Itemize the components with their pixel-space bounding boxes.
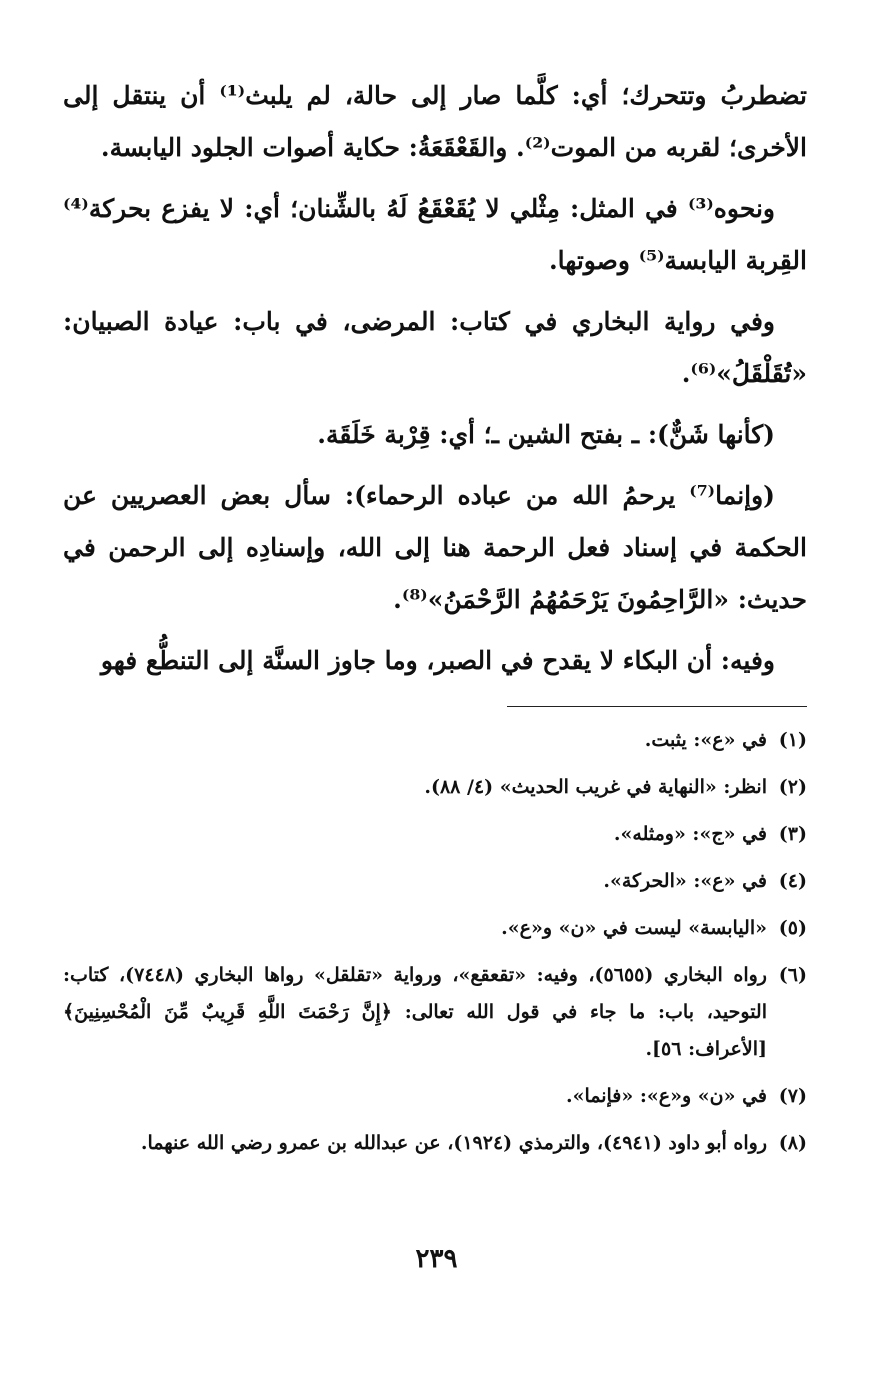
- paragraph: تضطربُ وتتحرك؛ أي: كلَّما صار إلى حالة، لم يلبث⁽¹⁾ أن ينتقل إلى الأخرى؛ لقربه من الموت⁽²⁾. والقَعْقَعَةُ: حكاية أصوات الجلود اليابسة.: [63, 81, 807, 162]
- footnote-text: في «ع»: يثبت.: [644, 729, 767, 751]
- footnote-number: (١): [778, 729, 807, 751]
- footnote: [63, 863, 807, 900]
- footnote-number: (٨): [778, 1132, 807, 1154]
- paragraph: وفي رواية البخاري في كتاب: المرضى، في باب: عيادة الصبيان: «تُقَلْقَلُ»⁽⁶⁾.: [63, 307, 807, 388]
- footnote: [63, 816, 807, 853]
- footnote-text: رواه أبو داود (٤٩٤١)، والترمذي (١٩٢٤)، عن عبدالله بن عمرو رضي الله عنهما.: [140, 1132, 767, 1154]
- page-number: ٢٣٩: [415, 1244, 458, 1274]
- footnote-number: (٤): [778, 870, 807, 892]
- paragraph: (كأنها شَنٌّ): ـ بفتح الشين ـ؛ أي: قِرْبة خَلَقَة.: [317, 420, 775, 449]
- footnote-number: (٢): [778, 776, 807, 798]
- footnotes: [63, 722, 807, 1172]
- footnote-number: (٣): [778, 823, 807, 845]
- footnote-number: (٧): [778, 1085, 807, 1107]
- footnote: [63, 769, 807, 806]
- footnote: [63, 1125, 807, 1162]
- paragraph: (وإنما⁽⁷⁾ يرحمُ الله من عباده الرحماء): سأل بعض العصريين عن الحكمة في إسناد فعل الرحمة هنا إلى الله، وإسنادِه إلى الرحمن في حديث: «الرَّاحِمُونَ يَرْحَمُهُمُ الرَّحْمَنُ»⁽⁸⁾.: [63, 481, 807, 614]
- footnote: [63, 910, 807, 947]
- footnote-text: في «ن» و«ع»: «فإنما».: [565, 1085, 767, 1107]
- footnote: [63, 957, 807, 1068]
- footnote-number: (٦): [778, 964, 807, 986]
- footnote-text: «اليابسة» ليست في «ن» و«ع».: [501, 917, 767, 939]
- footnote-text: في «ج»: «ومثله».: [613, 823, 767, 845]
- footnote: [63, 722, 807, 759]
- paragraph: وفيه: أن البكاء لا يقدح في الصبر، وما جاوز السنَّة إلى التنطُّع فهو: [100, 646, 775, 675]
- footnote-text: في «ع»: «الحركة».: [603, 870, 767, 892]
- footnote-text: رواه البخاري (٥٦٥٥)، وفيه: «تقعقع»، ورواية «تقلقل» رواها البخاري (٧٤٤٨)، كتاب: التوحيد، باب: ما جاء في قول الله تعالى: ﴿إِنَّ رَحْمَتَ اللَّهِ قَرِيبٌ مِّنَ الْمُحْسِنِينَ﴾ [الأعراف: ٥٦].: [63, 964, 767, 1060]
- main-text: [63, 70, 807, 696]
- footnote: [63, 1078, 807, 1115]
- footnote-separator: [507, 706, 807, 707]
- paragraph: ونحوه⁽³⁾ في المثل: مِثْلي لا يُقَعْقَعُ لَهُ بالشِّنان؛ أي: لا يفزع بحركة⁽⁴⁾ القِربة اليابسة⁽⁵⁾ وصوتها.: [63, 194, 807, 275]
- footnote-number: (٥): [778, 917, 807, 939]
- footnote-text: انظر: «النهاية في غريب الحديث» (٤/ ٨٨).: [424, 776, 767, 798]
